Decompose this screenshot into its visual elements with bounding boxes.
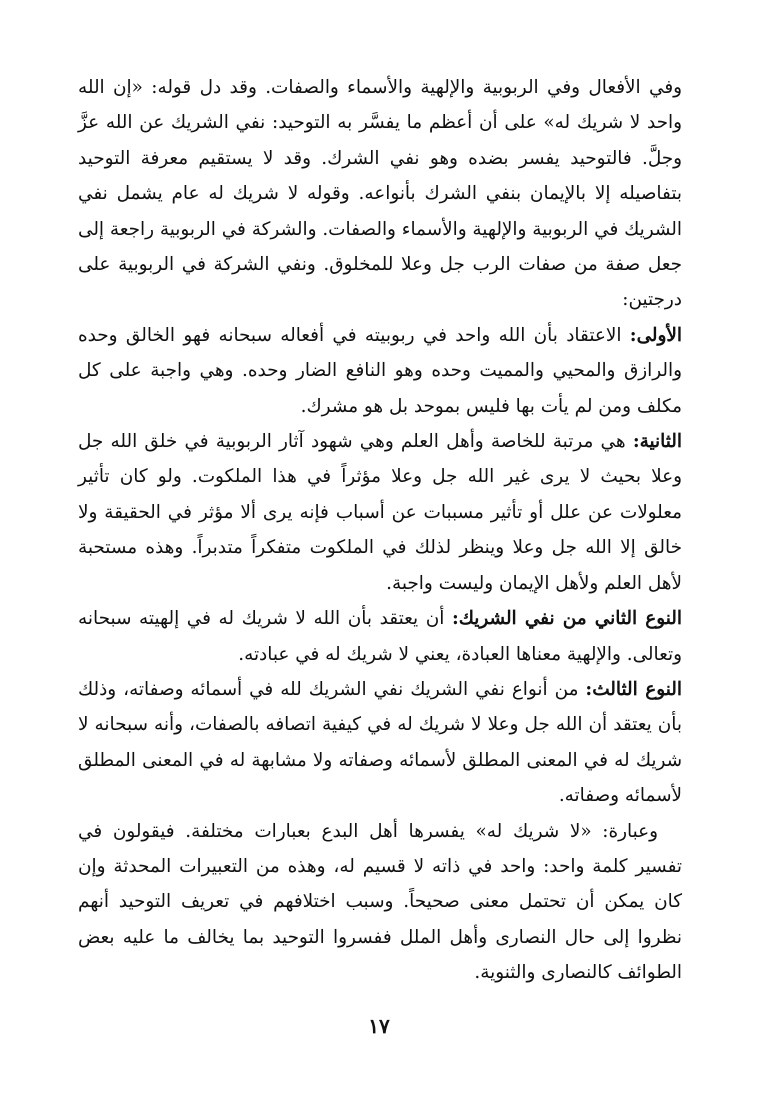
page-body: [78, 70, 682, 991]
paragraph-first-degree: [78, 318, 682, 424]
paragraph-type-two: [78, 601, 682, 672]
paragraph-text: الاعتقاد بأن الله واحد في ربوبيته في أفعاله سبحانه فهو الخالق وحده والرازق والمحيي والمميت وحده وهو النافع الضار وحده. وهي واجبة على كل مكلف ومن لم يأت بها فليس بموحد بل هو مشرك.: [78, 324, 682, 417]
term-second: الثانية:: [632, 431, 682, 453]
paragraph-text: وعبارة: «لا شريك له» يفسرها أهل البدع بعبارات مختلفة. فيقولون في تفسير كلمة واحد: واحد في ذاته لا قسيم له، وهذه من التعبيرات المحدثة وإن كان يمكن أن تحتمل معنى صحيحاً. وسبب اختلافهم في تعريف التوحيد أنهم نظروا إلى حال النصارى وأهل الملل ففسروا التوحيد بما يخالف ما عليه بعض الطوائف كالنصارى والثنوية.: [78, 820, 682, 984]
term-type-three: النوع الثالث:: [585, 678, 682, 700]
paragraph-intro: [78, 70, 682, 318]
paragraph-text: هي مرتبة للخاصة وأهل العلم وهي شهود آثار الربوبية في خلق الله جل وعلا بحيث لا يرى غير الله جل وعلا مؤثراً في هذا الملكوت. ولو كان تأثير معلولات عن علل أو تأثير مسببات عن أسباب فإنه يرى ألا مؤثر في الحقيقة ولا خالق إلا الله جل وعلا وينظر لذلك في الملكوت متفكراً متدبراً. وهذه مستحبة لأهل العلم ولأهل الإيمان وليست واجبة.: [78, 431, 682, 594]
page-number: ١٧: [368, 1014, 390, 1038]
paragraph-text: أن يعتقد بأن الله لا شريك له في إلهيته سبحانه وتعالى. والإلهية معناها العبادة، يعني لا شريك له في عبادته.: [78, 608, 682, 665]
term-first: الأولى:: [629, 324, 682, 346]
paragraph-closing: [78, 814, 682, 991]
paragraph-text: من أنواع نفي الشريك نفي الشريك لله في أسمائه وصفاته، وذلك بأن يعتقد أن الله جل وعلا لا شريك له في كيفية اتصافه بالصفات، وأنه سبحانه لا شريك له في المعنى المطلق لأسمائه وصفاته ولا مشابهة له في المعنى المطلق لأسمائه وصفاته.: [78, 678, 682, 807]
term-type-two: النوع الثاني من نفي الشريك:: [451, 608, 683, 630]
paragraph-type-three: [78, 672, 682, 814]
paragraph-second-degree: [78, 424, 682, 601]
paragraph-text: وفي الأفعال وفي الربوبية والإلهية والأسماء والصفات. وقد دل قوله: «إن الله واحد لا شريك له» على أن أعظم ما يفسَّر به التوحيد: نفي الشريك عن الله عزَّ وجلَّ. فالتوحيد يفسر بضده وهو نفي الشرك. وقد لا يستقيم معرفة التوحيد بتفاصيله إلا بالإيمان بنفي الشرك بأنواعه. وقوله لا شريك له عام يشمل نفي الشريك في الربوبية والإلهية والأسماء والصفات. والشركة في الربوبية راجعة إلى جعل صفة من صفات الرب جل وعلا للمخلوق. ونفي الشركة في الربوبية على درجتين:: [78, 77, 682, 311]
